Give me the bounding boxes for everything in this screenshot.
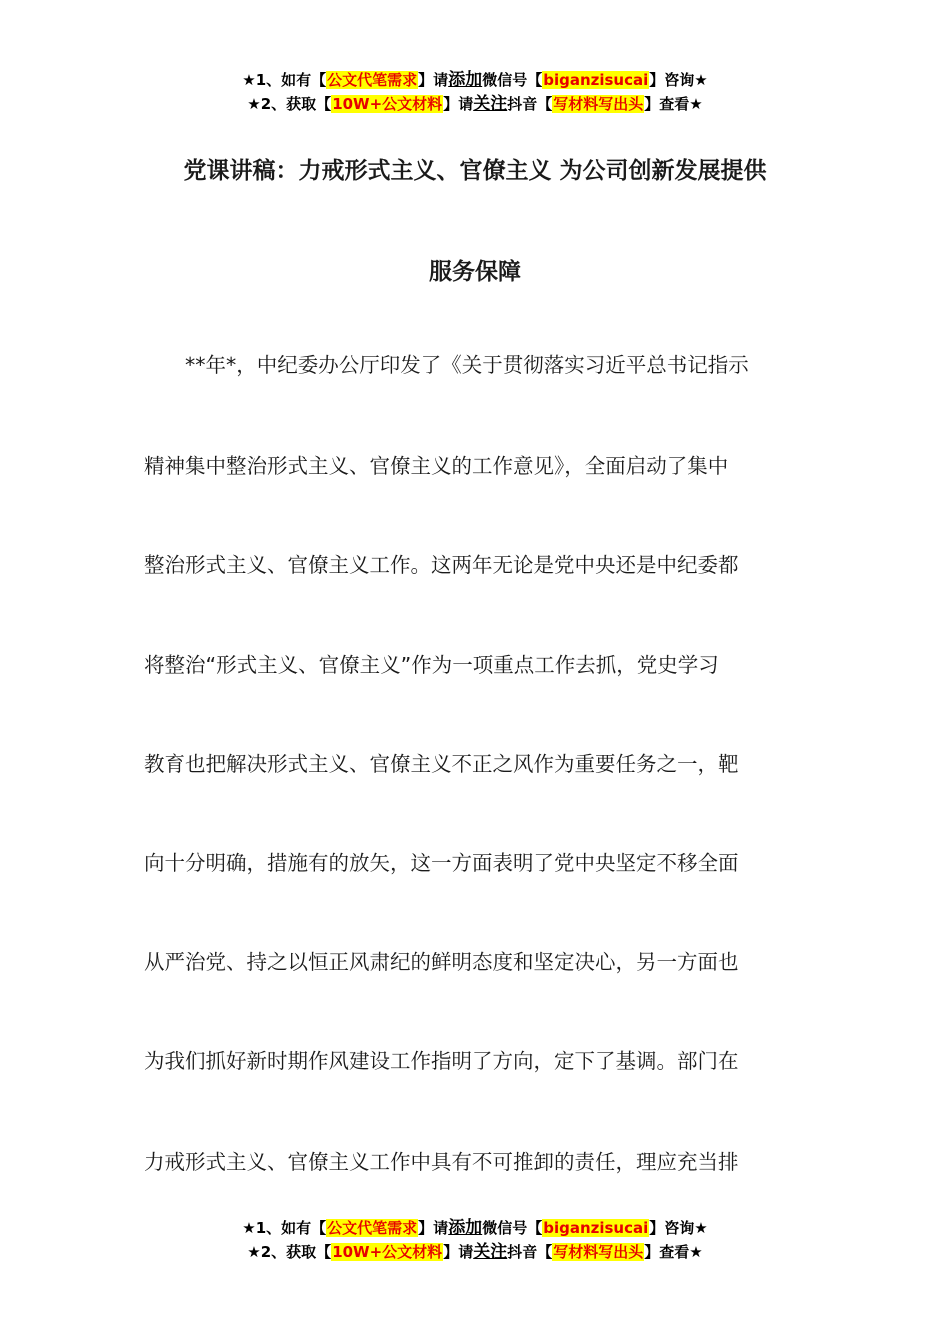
underline-follow: 关注 — [473, 1242, 508, 1262]
underline-add: 添加 — [448, 70, 483, 90]
banner-text: 抖音【 — [507, 95, 553, 113]
body-line: 向十分明确，措施有的放矢，这一方面表明了党中央坚定不移全面 — [144, 851, 739, 875]
banner-text: 微信号【 — [482, 1219, 543, 1237]
underline-follow: 关注 — [473, 94, 508, 114]
banner-text: 】请 — [418, 1219, 449, 1237]
highlight-douyin-id: 写材料写出头 — [553, 95, 644, 113]
banner-text: ★1、如有【 — [242, 71, 327, 89]
banner-text: ★2、获取【 — [247, 1243, 332, 1261]
banner-line-2 — [0, 92, 950, 116]
body-line: 教育也把解决形式主义、官僚主义不正之风作为重要任务之一，靶 — [144, 752, 739, 776]
body-line: 力戒形式主义、官僚主义工作中具有不可推卸的责任，理应充当排 — [144, 1150, 739, 1174]
banner-line-1 — [0, 1216, 950, 1240]
body-line: 整治形式主义、官僚主义工作。这两年无论是党中央还是中纪委都 — [144, 553, 739, 577]
banner-text: 】请 — [418, 71, 449, 89]
banner-text: 】咨询★ — [649, 1219, 708, 1237]
highlight-service: 公文代笔需求 — [327, 71, 418, 89]
body-line: **年*，中纪委办公厅印发了《关于贯彻落实习近平总书记指示 — [144, 353, 749, 377]
banner-text: 微信号【 — [482, 71, 543, 89]
body-line: 将整治“形式主义、官僚主义”作为一项重点工作去抓，党史学习 — [144, 653, 719, 677]
body-line: 为我们抓好新时期作风建设工作指明了方向，定下了基调。部门在 — [144, 1049, 739, 1073]
highlight-materials: 10W+公文材料 — [332, 1243, 443, 1261]
banner-text: ★1、如有【 — [242, 1219, 327, 1237]
highlight-wechat-id: biganzisucai — [543, 1219, 649, 1237]
bottom-banner — [0, 1216, 950, 1264]
highlight-wechat-id: biganzisucai — [543, 71, 649, 89]
banner-text: ★2、获取【 — [247, 95, 332, 113]
banner-line-1 — [0, 68, 950, 92]
banner-text: 抖音【 — [507, 1243, 553, 1261]
highlight-douyin-id: 写材料写出头 — [553, 1243, 644, 1261]
highlight-materials: 10W+公文材料 — [332, 95, 443, 113]
body-line: 精神集中整治形式主义、官僚主义的工作意见》，全面启动了集中 — [144, 454, 729, 478]
page-title-line-2: 服务保障 — [429, 259, 521, 285]
highlight-service: 公文代笔需求 — [327, 1219, 418, 1237]
page-title: 党课讲稿：力戒形式主义、官僚主义 为公司创新发展提供 — [183, 158, 767, 184]
banner-text: 】请 — [443, 95, 474, 113]
body-line: 从严治党、持之以恒正风肃纪的鲜明态度和坚定决心，另一方面也 — [144, 950, 739, 974]
banner-text: 】查看★ — [644, 95, 703, 113]
banner-text: 】查看★ — [644, 1243, 703, 1261]
banner-text: 】咨询★ — [649, 71, 708, 89]
banner-line-2 — [0, 1240, 950, 1264]
top-banner — [0, 68, 950, 116]
banner-text: 】请 — [443, 1243, 474, 1261]
underline-add: 添加 — [448, 1218, 483, 1238]
